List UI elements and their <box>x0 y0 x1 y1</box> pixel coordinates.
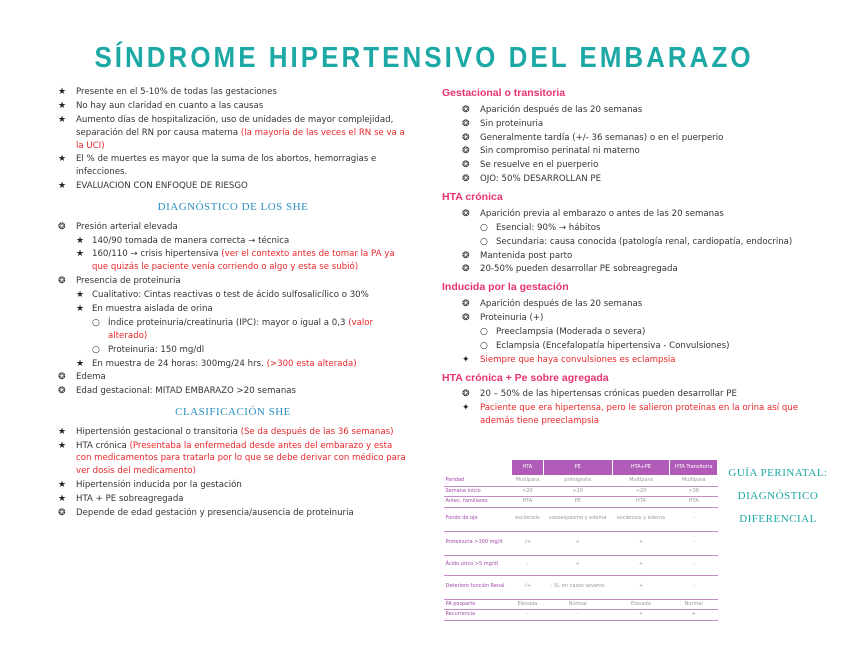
list-item: ★ 140/90 tomada de manera correcta → técnica <box>76 235 408 248</box>
flower-icon: ❂ <box>58 372 66 383</box>
star-icon: ★ <box>58 426 67 437</box>
flower-icon: ❂ <box>462 250 470 261</box>
star-icon: ★ <box>58 494 67 505</box>
intro-list <box>58 86 408 193</box>
sobre-heading: HTA crónica + Pe sobre agregada <box>442 371 609 384</box>
list-item: ❂ Sin compromiso perinatal ni materno <box>462 145 822 158</box>
table-row: Recurrencia - - + + <box>444 610 718 621</box>
list-item: ❂ Mantenida post parto <box>462 250 822 263</box>
list-item: ❂ Aparición después de las 20 semanas <box>462 104 822 117</box>
page-title: SÍNDROME HIPERTENSIVO DEL EMBARAZO <box>94 40 754 74</box>
flower-icon: ❂ <box>58 221 66 232</box>
diagnostico-list <box>58 221 408 399</box>
list-item: ★ HTA + PE sobreagregada <box>58 493 408 506</box>
circle-icon: ○ <box>480 236 488 247</box>
flower-icon: ❂ <box>462 104 470 115</box>
star-icon: ★ <box>58 440 67 451</box>
list-item: ★ Hipertensión inducida por la gestación <box>58 479 408 492</box>
table-row: Ácido úrico >5 mg/dl - + + - <box>444 555 718 575</box>
flower-icon: ❂ <box>462 146 470 157</box>
star-icon: ★ <box>76 358 85 369</box>
guia-perinatal-label: GUÍA PERINATAL: DIAGNÓSTICO DIFERENCIAL <box>728 467 828 525</box>
left-column <box>58 86 408 521</box>
differential-table <box>443 459 718 621</box>
list-item: ❂ Generalmente tardía (+/- 36 semanas) o en el puerperio <box>462 132 822 145</box>
list-item: ✦ Paciente que era hipertensa, pero le salieron proteínas en la orina así que además tiene preeclampsia <box>462 403 799 427</box>
list-item: ❂ Presencia de proteinuria ★ Cualitativo: Cintas reactivas o test de ácido sulfosalicílico o 30% ★ En muestra aislada de orina ○ Índice proteinuria/creatinuria (IPC): mayor o igual a 0,3 (valor alterado) ○ Proteinuria: 150 mg/dl ★ En muestra de 24 horas: 300mg/24 hrs. (>300 esta alterada) <box>58 275 408 370</box>
right-column <box>442 86 822 429</box>
list-item: ○ Esencial: 90% → hábitos <box>480 222 822 235</box>
table-header-cell: HTA+PE <box>612 460 670 476</box>
list-item: ❂ Aparición después de las 20 semanas <box>462 298 822 311</box>
list-item: ❂ 20-50% pueden desarrollar PE sobreagregada <box>462 263 822 276</box>
star-icon: ★ <box>58 100 67 111</box>
list-item: ❂ Depende de edad gestación y presencia/ausencia de proteinuria <box>58 507 408 520</box>
list-item: ❂ Se resuelve en el puerperio <box>462 159 822 172</box>
star-icon: ★ <box>76 235 85 246</box>
list-item: ○ Secundaria: causa conocida (patología renal, cardiopatía, endocrina) <box>480 236 822 249</box>
flower-icon: ❂ <box>462 118 470 129</box>
list-item: ✦ Siempre que haya convulsiones es eclampsia <box>462 354 822 367</box>
inducida-list <box>442 298 822 366</box>
list-item: ○ Índice proteinuria/creatinuria (IPC): mayor o igual a 0,3 (valor alterado) <box>92 317 374 341</box>
list-item: ○ Eclampsia (Encefalopatía hipertensiva - Convulsiones) <box>480 340 822 353</box>
table-header-cell: PE <box>543 460 612 476</box>
list-item: ○ Preeclampsia (Moderada o severa) <box>480 326 822 339</box>
diagnostico-heading: DIAGNÓSTICO DE LOS SHE <box>157 201 309 214</box>
list-item: ❂ OJO: 50% DESARROLLAN PE <box>462 173 822 186</box>
table-header-cell: HTA Transitoria <box>670 460 718 476</box>
table-row: Antec. familiares HTA PE HTA HTA <box>444 497 718 508</box>
flower-icon: ❂ <box>58 386 66 397</box>
table-row: Fondo de ojo esclerosis vasoespasmo y edema esclerosis y edema - <box>444 507 718 531</box>
list-item: ❂ Presión arterial elevada ★ 140/90 tomada de manera correcta → técnica ★ 160/110 → crisis hipertensiva (ver el contexto antes de tomar la PA ya que quizás le paciente venía corriendo o algo y esta se subió) <box>58 221 408 275</box>
table-header-cell: HTA <box>512 460 544 476</box>
gestacional-heading: Gestacional o transitoria <box>442 87 566 99</box>
list-item: ★ En muestra aislada de orina ○ Índice proteinuria/creatinuria (IPC): mayor o igual a 0,3 (valor alterado) ○ Proteinuria: 150 mg/dl <box>76 303 408 357</box>
list-item: ★ Cualitativo: Cintas reactivas o test de ácido sulfosalicílico o 30% <box>76 289 408 302</box>
circle-icon: ○ <box>480 340 488 351</box>
list-item: ❂ Edad gestacional: MITAD EMBARAZO >20 semanas <box>58 385 408 398</box>
clasificacion-heading: CLASIFICACIÓN SHE <box>175 406 291 419</box>
table-row: Deterioro función Renal -/+ - Sí, en casos severos + - <box>444 575 718 599</box>
cronica-heading: HTA crónica <box>442 191 503 204</box>
flower-icon: ❂ <box>462 160 470 171</box>
flower-icon: ❂ <box>58 508 66 519</box>
gestacional-list <box>442 104 822 186</box>
flower-icon: ❂ <box>462 174 470 185</box>
list-item: ★ 160/110 → crisis hipertensiva (ver el contexto antes de tomar la PA ya que quizás le paciente venía corriendo o algo y esta se subió) <box>76 249 395 273</box>
flower-icon: ❂ <box>462 208 470 219</box>
table-row: PA posparto Elevada Normal Elevada Normal <box>444 599 718 610</box>
clasificacion-list <box>58 426 408 520</box>
list-item: ❂ 20 – 50% de las hipertensas crónicas pueden desarrollar PE <box>462 388 822 401</box>
circle-icon: ○ <box>92 317 100 328</box>
table-row: Proteinuria >300 mg/lt -/+ + + - <box>444 531 718 555</box>
cross-icon: ✦ <box>462 354 470 365</box>
list-item: ★ EVALUACION CON ENFOQUE DE RIESGO <box>58 180 408 193</box>
star-icon: ★ <box>76 303 85 314</box>
circle-icon: ○ <box>480 326 488 337</box>
list-item: ★ No hay aun claridad en cuanto a las causas <box>58 100 408 113</box>
table-header-cell <box>444 460 512 476</box>
cronica-list <box>442 208 822 276</box>
list-item: ★ El % de muertes es mayor que la suma de los abortos, hemorragias e infecciones. <box>58 154 377 178</box>
table-header-row <box>444 460 718 476</box>
cross-icon: ✦ <box>462 403 470 414</box>
list-item: ★ Aumento días de hospitalización, uso de unidades de mayor complejidad, separación del RN por causa materna (la mayoría de las veces el RN se va a la UCI) <box>58 114 405 151</box>
flower-icon: ❂ <box>462 299 470 310</box>
table-row: Paridad Multípara primigesta Multípara Multípara <box>444 476 718 487</box>
circle-icon: ○ <box>92 344 100 355</box>
sobre-list <box>442 388 822 428</box>
list-item: ★ Presente en el 5-10% de todas las gestaciones <box>58 86 408 99</box>
star-icon: ★ <box>58 154 67 165</box>
inducida-heading: Inducida por la gestación <box>442 281 569 294</box>
list-item: ★ Hipertensión gestacional o transitoria (Se da después de las 36 semanas) <box>58 426 408 439</box>
flower-icon: ❂ <box>462 389 470 400</box>
star-icon: ★ <box>76 290 85 301</box>
list-item: ❂ Edema <box>58 371 408 384</box>
list-item: ❂ Proteinuria (+) ○ Preeclampsia (Moderada o severa) ○ Eclampsia (Encefalopatía hipertensiva - Convulsiones) <box>462 312 822 353</box>
flower-icon: ❂ <box>462 312 470 323</box>
flower-icon: ❂ <box>462 264 470 275</box>
star-icon: ★ <box>58 181 67 192</box>
star-icon: ★ <box>76 249 85 260</box>
star-icon: ★ <box>58 114 67 125</box>
flower-icon: ❂ <box>58 276 66 287</box>
list-item: ★ HTA crónica (Presentaba la enfermedad desde antes del embarazo y esta con medicamentos para tratarla por lo que se debe derivar con médico para ver dosis del medicamento) <box>58 440 406 477</box>
list-item: ★ En muestra de 24 horas: 300mg/24 hrs. (>300 esta alterada) <box>76 358 408 371</box>
flower-icon: ❂ <box>462 132 470 143</box>
list-item: ❂ Sin proteinuria <box>462 118 822 131</box>
star-icon: ★ <box>58 480 67 491</box>
list-item: ○ Proteinuria: 150 mg/dl <box>92 344 408 357</box>
list-item: ❂ Aparición previa al embarazo o antes de las 20 semanas ○ Esencial: 90% → hábitos ○ Secundaria: causa conocida (patología renal, cardiopatía, endocrina) <box>462 208 822 249</box>
circle-icon: ○ <box>480 222 488 233</box>
star-icon: ★ <box>58 87 67 97</box>
table-row: Semana inicio <20 >20 <20 >36 <box>444 486 718 497</box>
